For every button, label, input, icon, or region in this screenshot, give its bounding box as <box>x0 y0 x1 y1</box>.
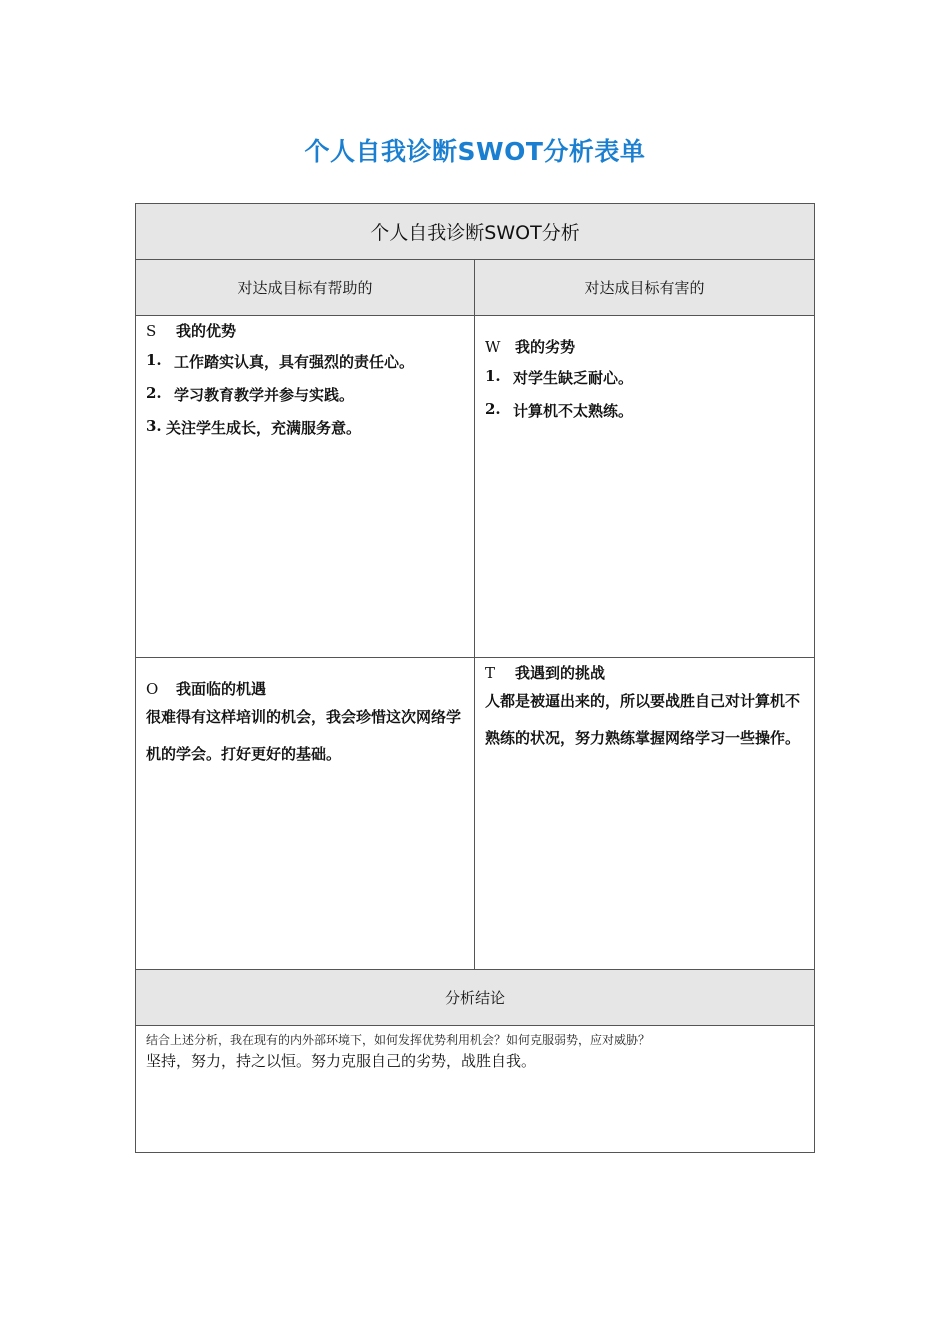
opportunities-title: 我面临的机遇 <box>176 680 267 698</box>
list-item-text: 关注学生成长，充满服务意。 <box>166 419 362 437</box>
threats-heading <box>485 662 804 683</box>
list-item <box>485 367 804 388</box>
threats-text: 人都是被逼出来的，所以要战胜自己对计算机不熟练的状况，努力熟练掌握网络学习一些操作。 <box>485 692 801 747</box>
list-item <box>146 351 464 372</box>
strengths-letter: S <box>146 322 157 340</box>
list-item <box>146 384 464 405</box>
document-title: 个人自我诊断SWOT分析表单 <box>304 137 646 166</box>
swot-table <box>135 203 815 1153</box>
strengths-title: 我的优势 <box>176 322 237 340</box>
list-item-number: 2. <box>485 400 501 418</box>
list-item <box>485 400 804 421</box>
list-item-number: 1. <box>485 367 501 385</box>
opportunities-cell <box>136 658 475 970</box>
list-item-number: 2. <box>146 384 162 402</box>
weaknesses-title: 我的劣势 <box>515 338 576 356</box>
weaknesses-letter: W <box>485 338 501 356</box>
threats-cell <box>475 658 814 970</box>
list-item <box>146 417 464 438</box>
opportunities-text: 很难得有这样培训的机会，我会珍惜这次网络学机的学会。打好更好的基础。 <box>146 708 462 763</box>
harmful-column-header: 对达成目标有害的 <box>475 260 814 316</box>
strengths-cell <box>136 316 475 658</box>
opportunities-heading <box>146 678 464 699</box>
conclusion-header: 分析结论 <box>136 970 814 1026</box>
threats-title: 我遇到的挑战 <box>515 664 606 682</box>
conclusion-prompt: 结合上述分析，我在现有的内外部环境下，如何发挥优势利用机会？如何克服弱势，应对威胁？ <box>146 1033 651 1047</box>
list-item-text: 学习教育教学并参与实践。 <box>174 386 355 404</box>
weaknesses-cell <box>475 316 814 658</box>
table-main-header: 个人自我诊断SWOT分析 <box>136 204 814 260</box>
list-item-number: 1. <box>146 351 162 369</box>
strengths-heading <box>146 320 464 341</box>
threats-letter: T <box>485 664 496 682</box>
helpful-column-header: 对达成目标有帮助的 <box>136 260 475 316</box>
conclusion-answer: 坚持，努力，持之以恒。努力克服自己的劣势，战胜自我。 <box>146 1052 537 1070</box>
list-item-text: 计算机不太熟练。 <box>513 402 634 420</box>
opportunities-letter: O <box>146 680 159 698</box>
list-item-text: 工作踏实认真，具有强烈的责任心。 <box>174 353 415 371</box>
weaknesses-heading <box>485 336 804 357</box>
conclusion-body <box>136 1026 814 1152</box>
list-item-number: 3. <box>146 417 162 435</box>
list-item-text: 对学生缺乏耐心。 <box>513 369 634 387</box>
